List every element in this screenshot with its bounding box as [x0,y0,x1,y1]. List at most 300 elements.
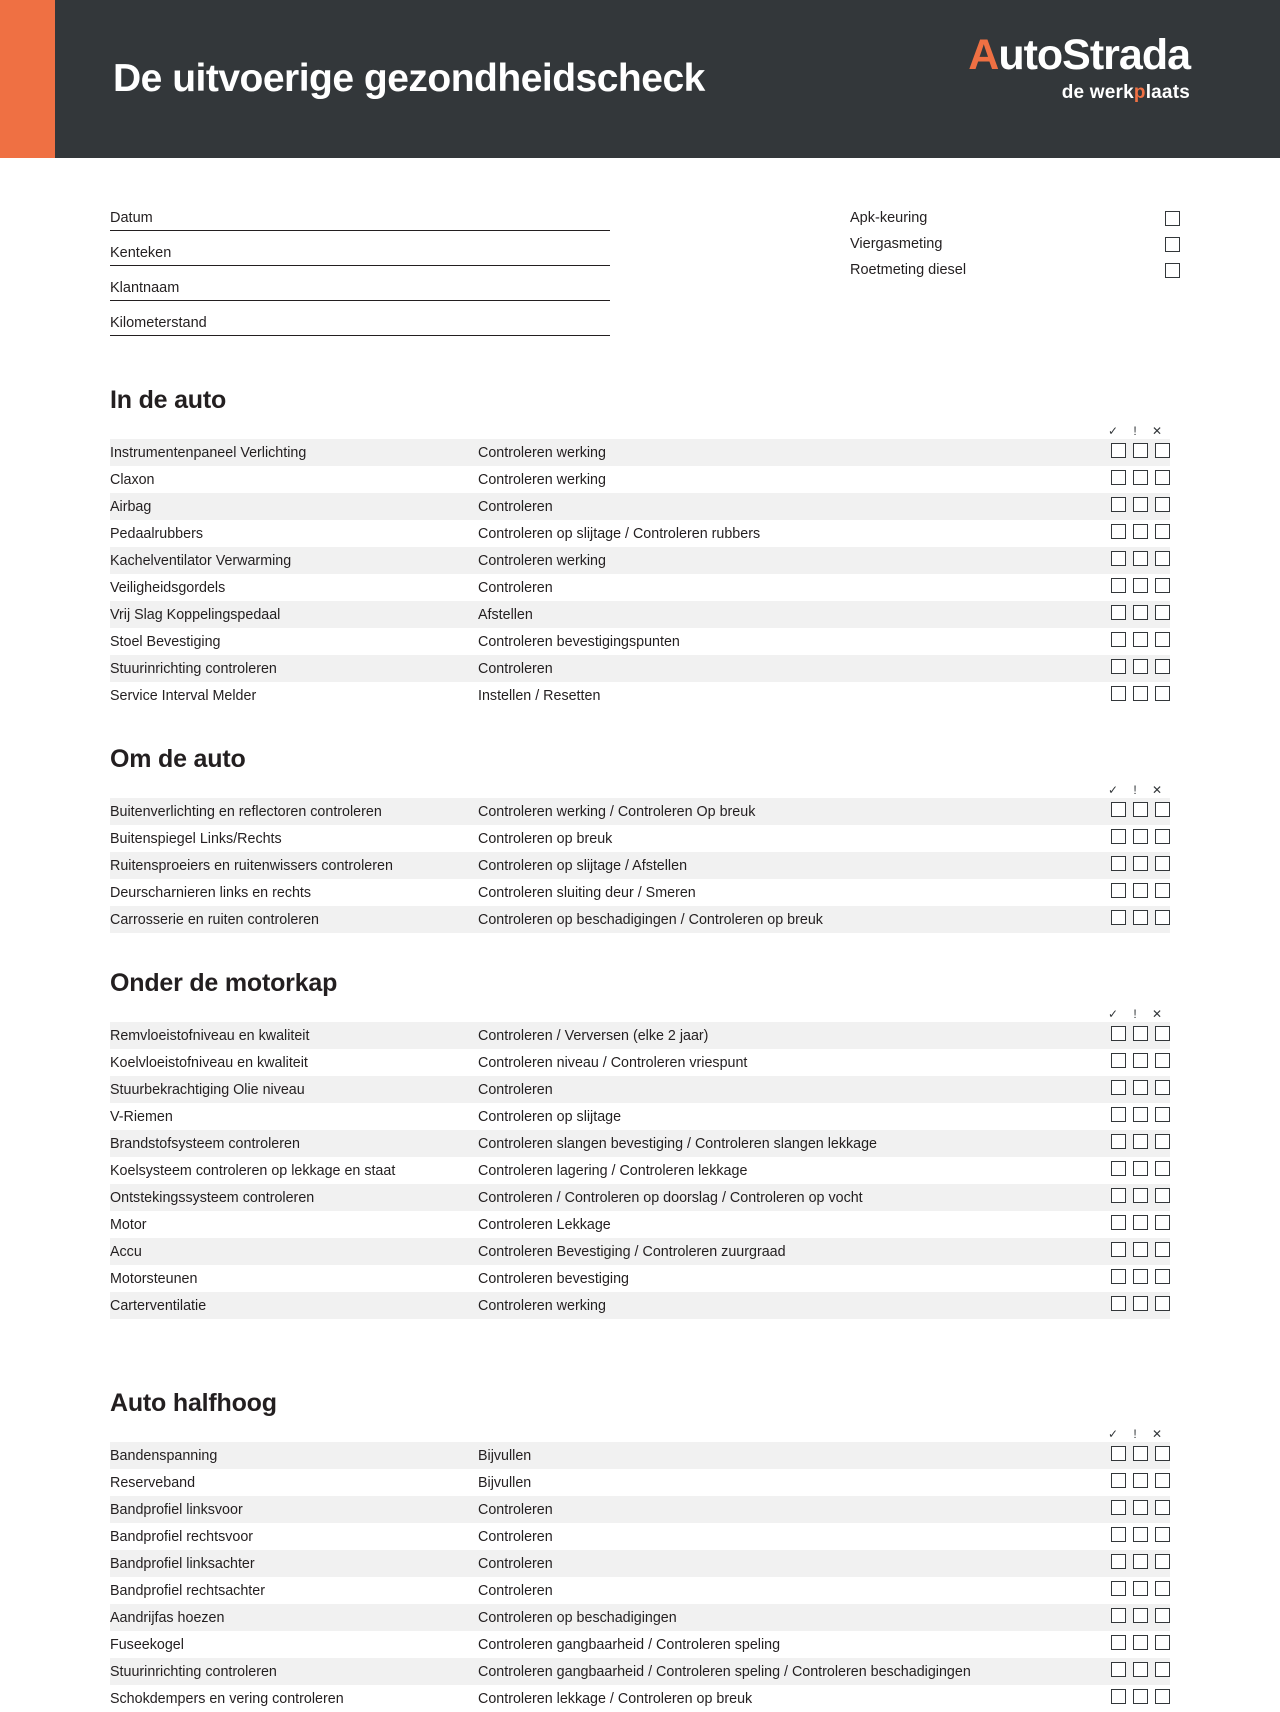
checkbox-attention[interactable] [1133,1689,1148,1704]
table-row [110,879,1170,906]
table-row [110,1022,1170,1049]
checkbox-attention[interactable] [1133,1134,1148,1149]
meta-check-roetmeting-label: Roetmeting diesel [850,262,967,278]
checkbox-ok[interactable] [1111,1662,1126,1677]
checkbox-attention[interactable] [1133,1053,1148,1068]
row-boxes [1086,825,1170,852]
logo-tagline-accent: p [1133,82,1146,103]
checkbox-ok[interactable] [1111,578,1126,593]
table-row [110,1631,1170,1658]
row-item: Stuurinrichting controleren [110,660,277,677]
row-item: Bandprofiel linksvoor [110,1501,243,1518]
checkbox-attention[interactable] [1133,659,1148,674]
row-item: Bandprofiel rechtsvoor [110,1528,254,1545]
table-row [110,628,1170,655]
meta-check-viergasmeting-label: Viergasmeting [850,236,943,252]
row-action: Controleren lekkage / Controleren op breuk [478,1690,753,1707]
field-datum[interactable]: Datum [110,210,610,231]
row-action: Controleren gangbaarheid / Controleren speling / Controleren beschadigingen [478,1663,971,1680]
checkbox-fail[interactable] [1155,1446,1170,1461]
row-action: Controleren bevestiging [478,1270,630,1287]
checkbox-attention[interactable] [1133,1296,1148,1311]
checkbox-attention[interactable] [1133,686,1148,701]
check-icon: ✓ [1107,783,1119,797]
checkbox-ok[interactable] [1111,659,1126,674]
logo-wordmark [968,31,1190,79]
checkbox-attention[interactable] [1133,1242,1148,1257]
meta-check-roetmeting [850,262,1180,278]
checkbox-fail[interactable] [1155,1107,1170,1122]
row-item: Bandprofiel rechtsachter [110,1582,265,1599]
checkbox-attention[interactable] [1133,1269,1148,1284]
attention-icon: ! [1133,783,1137,797]
checkbox-fail[interactable] [1155,1527,1170,1542]
checkbox-ok[interactable] [1111,632,1126,647]
checkbox-ok[interactable] [1111,1215,1126,1230]
meta-check-roetmeting-box[interactable] [1165,263,1180,278]
checkbox-fail[interactable] [1155,802,1170,817]
row-boxes [1086,1442,1170,1469]
row-action: Controleren [478,1501,553,1518]
checkbox-ok[interactable] [1111,686,1126,701]
row-item: Motor [110,1216,147,1233]
attention-icon: ! [1133,424,1137,438]
checkbox-fail[interactable] [1155,1053,1170,1068]
column-legend [110,423,1170,439]
logo-wordmark-rest: utoStrada [998,31,1190,79]
checklist-table [110,798,1170,933]
table-row [110,852,1170,879]
row-item: Bandenspanning [110,1447,218,1464]
checkbox-fail[interactable] [1155,1581,1170,1596]
row-boxes [1086,1496,1170,1523]
checkbox-fail[interactable] [1155,443,1170,458]
checkbox-attention[interactable] [1133,1188,1148,1203]
checkbox-ok[interactable] [1111,1635,1126,1650]
checkbox-ok[interactable] [1111,802,1126,817]
checkbox-fail[interactable] [1155,632,1170,647]
row-item: Bandprofiel linksachter [110,1555,255,1572]
row-boxes [1086,574,1170,601]
table-row [110,574,1170,601]
checkbox-ok[interactable] [1111,1446,1126,1461]
check-icon: ✓ [1107,424,1119,438]
checkbox-attention[interactable] [1133,1215,1148,1230]
row-action: Controleren op slijtage / Controleren rubbers [478,525,761,542]
row-boxes [1086,1076,1170,1103]
row-boxes [1086,1184,1170,1211]
checkbox-attention[interactable] [1133,632,1148,647]
row-boxes [1086,628,1170,655]
table-row [110,1211,1170,1238]
row-item: Carterventilatie [110,1297,207,1314]
checkbox-ok[interactable] [1111,883,1126,898]
header-accent-bar [0,0,55,158]
row-boxes [1086,852,1170,879]
row-boxes [1086,1103,1170,1130]
row-boxes [1086,601,1170,628]
checkbox-attention[interactable] [1133,551,1148,566]
checkbox-attention[interactable] [1133,856,1148,871]
section-title: Onder de motorkap [110,969,338,997]
table-row [110,1238,1170,1265]
checkbox-attention[interactable] [1133,829,1148,844]
row-action: Controleren op beschadigingen [478,1609,677,1626]
checkbox-ok[interactable] [1111,1242,1126,1257]
row-item: Schokdempers en vering controleren [110,1690,344,1707]
check-icon: ✓ [1107,1007,1119,1021]
section-title: In de auto [110,386,227,414]
logo-tagline [968,83,1190,102]
row-item: Airbag [110,498,152,515]
checkbox-fail[interactable] [1155,1269,1170,1284]
page-title: De uitvoerige gezondheidscheck [113,57,705,100]
row-boxes [1086,547,1170,574]
table-row [110,655,1170,682]
checklist-table [110,1442,1170,1712]
checklist-table [110,1022,1170,1319]
checkbox-ok[interactable] [1111,1080,1126,1095]
row-boxes [1086,879,1170,906]
checklist-body [110,1022,1170,1319]
checkbox-fail[interactable] [1155,659,1170,674]
check-icon: ✓ [1107,1427,1119,1441]
row-boxes [1086,1685,1170,1712]
checkbox-ok[interactable] [1111,1581,1126,1596]
row-boxes [1086,1157,1170,1184]
row-action: Controleren [478,1081,553,1098]
row-item: Instrumentenpaneel Verlichting [110,444,307,461]
row-item: Kachelventilator Verwarming [110,552,292,569]
field-kilometerstand[interactable]: Kilometerstand [110,315,610,336]
logo-tagline-part2: laats [1145,82,1190,103]
checkbox-fail[interactable] [1155,1188,1170,1203]
table-row [110,439,1170,466]
row-boxes [1086,1550,1170,1577]
checkbox-fail[interactable] [1155,578,1170,593]
checkbox-fail[interactable] [1155,1500,1170,1515]
checkbox-fail[interactable] [1155,1026,1170,1041]
row-item: Aandrijfas hoezen [110,1609,225,1626]
row-boxes [1086,493,1170,520]
section-auto-halfhoog [0,1389,1280,1712]
row-boxes [1086,655,1170,682]
row-item: Claxon [110,471,155,488]
checkbox-fail[interactable] [1155,1662,1170,1677]
checkbox-ok[interactable] [1111,1107,1126,1122]
table-row [110,1496,1170,1523]
section-spacer [0,1319,1280,1353]
row-item: Remvloeistofniveau en kwaliteit [110,1027,310,1044]
checkbox-attention[interactable] [1133,1662,1148,1677]
checkbox-attention[interactable] [1133,802,1148,817]
checkbox-fail[interactable] [1155,497,1170,512]
checkbox-fail[interactable] [1155,1134,1170,1149]
cross-icon: ✕ [1151,1427,1163,1441]
table-row [110,493,1170,520]
row-boxes [1086,1130,1170,1157]
row-item: Carrosserie en ruiten controleren [110,911,319,928]
row-action: Controleren op slijtage / Afstellen [478,857,688,874]
field-kenteken[interactable]: Kenteken [110,245,610,266]
row-action: Controleren [478,1582,553,1599]
checkbox-ok[interactable] [1111,1134,1126,1149]
table-row [110,601,1170,628]
cross-icon: ✕ [1151,783,1163,797]
checkbox-ok[interactable] [1111,470,1126,485]
row-boxes [1086,520,1170,547]
checkbox-ok[interactable] [1111,1296,1126,1311]
checkbox-ok[interactable] [1111,1053,1126,1068]
row-boxes [1086,439,1170,466]
row-item: Brandstofsysteem controleren [110,1135,300,1152]
checkbox-fail[interactable] [1155,1608,1170,1623]
meta-checks [850,210,1180,350]
checkbox-ok[interactable] [1111,1026,1126,1041]
row-boxes [1086,798,1170,825]
checkbox-attention[interactable] [1133,1500,1148,1515]
checkbox-fail[interactable] [1155,1635,1170,1650]
row-action: Controleren [478,498,553,515]
checkbox-attention[interactable] [1133,1473,1148,1488]
checkbox-attention[interactable] [1133,605,1148,620]
row-action: Controleren gangbaarheid / Controleren speling [478,1636,781,1653]
checkbox-attention[interactable] [1133,1080,1148,1095]
column-legend [110,1426,1170,1442]
row-action: Bijvullen [478,1474,532,1491]
checkbox-fail[interactable] [1155,470,1170,485]
row-boxes [1086,1604,1170,1631]
row-boxes [1086,1238,1170,1265]
row-action: Controleren [478,579,553,596]
form-meta [0,210,1280,350]
attention-icon: ! [1133,1007,1137,1021]
cross-icon: ✕ [1151,424,1163,438]
row-boxes [1086,466,1170,493]
checkbox-ok[interactable] [1111,1500,1126,1515]
row-boxes [1086,682,1170,709]
row-boxes [1086,906,1170,933]
checkbox-attention[interactable] [1133,1608,1148,1623]
table-row [110,1157,1170,1184]
meta-check-viergasmeting [850,236,1180,252]
row-item: Accu [110,1243,142,1260]
logo-tagline-part1: de werk [1061,82,1134,103]
row-item: Service Interval Melder [110,687,257,704]
row-action: Controleren Bevestiging / Controleren zuurgraad [478,1243,786,1260]
row-boxes [1086,1658,1170,1685]
field-klantnaam[interactable]: Klantnaam [110,280,610,301]
column-legend [110,1006,1170,1022]
table-row [110,520,1170,547]
checkbox-attention[interactable] [1133,497,1148,512]
table-row [110,1049,1170,1076]
section-title: Auto halfhoog [110,1389,277,1417]
row-action: Bijvullen [478,1447,532,1464]
table-row [110,1577,1170,1604]
row-item: Stoel Bevestiging [110,633,221,650]
row-boxes [1086,1631,1170,1658]
checkbox-attention[interactable] [1133,1107,1148,1122]
row-item: Buitenspiegel Links/Rechts [110,830,282,847]
meta-check-apk-label: Apk-keuring [850,210,928,226]
checkbox-attention[interactable] [1133,443,1148,458]
checkbox-ok[interactable] [1111,1608,1126,1623]
row-action: Controleren niveau / Controleren vriespunt [478,1054,748,1071]
checklist-body [110,798,1170,933]
table-row [110,466,1170,493]
checkbox-fail[interactable] [1155,1689,1170,1704]
table-row [110,1550,1170,1577]
row-boxes [1086,1523,1170,1550]
row-action: Controleren sluiting deur / Smeren [478,884,696,901]
checkbox-ok[interactable] [1111,443,1126,458]
row-boxes [1086,1292,1170,1319]
checkbox-attention[interactable] [1133,524,1148,539]
row-item: Buitenverlichting en reflectoren controleren [110,803,382,820]
table-row [110,1130,1170,1157]
checkbox-ok[interactable] [1111,1269,1126,1284]
row-action: Controleren lagering / Controleren lekkage [478,1162,748,1179]
section-title: Om de auto [110,745,246,773]
row-action: Controleren slangen bevestiging / Controleren slangen lekkage [478,1135,877,1152]
checkbox-attention[interactable] [1133,883,1148,898]
checkbox-ok[interactable] [1111,524,1126,539]
checklist-table [110,439,1170,709]
row-item: Veiligheidsgordels [110,579,226,596]
table-row [110,798,1170,825]
table-row [110,1685,1170,1712]
row-action: Controleren [478,660,553,677]
checklist-body [110,439,1170,709]
row-action: Controleren / Verversen (elke 2 jaar) [478,1027,709,1044]
checkbox-ok[interactable] [1111,856,1126,871]
checklist-body [110,1442,1170,1712]
row-action: Controleren bevestigingspunten [478,633,680,650]
checkbox-ok[interactable] [1111,1527,1126,1542]
checkbox-fail[interactable] [1155,1296,1170,1311]
table-row [110,1442,1170,1469]
checkbox-attention[interactable] [1133,1554,1148,1569]
checkbox-fail[interactable] [1155,1080,1170,1095]
checkbox-fail[interactable] [1155,1554,1170,1569]
table-row [110,1265,1170,1292]
checkbox-attention[interactable] [1133,1026,1148,1041]
table-row [110,1292,1170,1319]
checkbox-fail[interactable] [1155,1215,1170,1230]
checkbox-attention[interactable] [1133,470,1148,485]
row-action: Afstellen [478,606,533,623]
checkbox-ok[interactable] [1111,1161,1126,1176]
autostrada-logo [968,31,1190,103]
row-action: Controleren op slijtage [478,1108,622,1125]
table-row [110,1076,1170,1103]
meta-check-apk-box[interactable] [1165,211,1180,226]
section-om-de-auto [0,745,1280,933]
checkbox-ok[interactable] [1111,551,1126,566]
checkbox-fail[interactable] [1155,1161,1170,1176]
row-action: Controleren werking [478,444,606,461]
row-item: Koelvloeistofniveau en kwaliteit [110,1054,308,1071]
row-action: Controleren werking / Controleren Op breuk [478,803,756,820]
row-action: Controleren werking [478,552,606,569]
row-boxes [1086,1265,1170,1292]
row-item: Fuseekogel [110,1636,184,1653]
row-action: Controleren / Controleren op doorslag / Controleren op vocht [478,1189,863,1206]
checkbox-fail[interactable] [1155,883,1170,898]
table-row [110,1604,1170,1631]
meta-fields [110,210,610,350]
checkbox-ok[interactable] [1111,1689,1126,1704]
checkbox-ok[interactable] [1111,605,1126,620]
checkbox-ok[interactable] [1111,910,1126,925]
checkbox-attention[interactable] [1133,1446,1148,1461]
checkbox-attention[interactable] [1133,1527,1148,1542]
page-header [0,0,1280,158]
row-item: Pedaalrubbers [110,525,203,542]
meta-check-viergasmeting-box[interactable] [1165,237,1180,252]
table-row [110,547,1170,574]
row-item: Reserveband [110,1474,196,1491]
logo-initial: A [968,31,999,79]
checkbox-fail[interactable] [1155,1473,1170,1488]
row-action: Controleren [478,1528,553,1545]
table-row [110,1658,1170,1685]
row-boxes [1086,1577,1170,1604]
checkbox-ok[interactable] [1111,1473,1126,1488]
row-action: Controleren werking [478,471,606,488]
table-row [110,906,1170,933]
section-in-de-auto [0,386,1280,709]
table-row [110,1184,1170,1211]
row-item: Ontstekingssysteem controleren [110,1189,315,1206]
row-item: Motorsteunen [110,1270,198,1287]
meta-check-apk [850,210,1180,226]
row-item: Deurscharnieren links en rechts [110,884,312,901]
checkbox-attention[interactable] [1133,1581,1148,1596]
checkbox-fail[interactable] [1155,1242,1170,1257]
row-boxes [1086,1022,1170,1049]
checkbox-fail[interactable] [1155,829,1170,844]
checkbox-fail[interactable] [1155,910,1170,925]
checkbox-fail[interactable] [1155,686,1170,701]
row-action: Controleren op breuk [478,830,613,847]
row-item: Vrij Slag Koppelingspedaal [110,606,281,623]
table-row [110,1469,1170,1496]
row-action: Controleren Lekkage [478,1216,611,1233]
checkbox-ok[interactable] [1111,829,1126,844]
row-action: Controleren op beschadigingen / Controleren op breuk [478,911,823,928]
row-item: Ruitensproeiers en ruitenwissers controleren [110,857,393,874]
cross-icon: ✕ [1151,1007,1163,1021]
row-item: Stuurbekrachtiging Olie niveau [110,1081,305,1098]
checkbox-fail[interactable] [1155,856,1170,871]
checkbox-attention[interactable] [1133,578,1148,593]
checkbox-attention[interactable] [1133,910,1148,925]
attention-icon: ! [1133,1427,1137,1441]
checkbox-ok[interactable] [1111,1554,1126,1569]
checkbox-attention[interactable] [1133,1161,1148,1176]
checkbox-fail[interactable] [1155,605,1170,620]
row-action: Controleren werking [478,1297,606,1314]
checkbox-attention[interactable] [1133,1635,1148,1650]
checkbox-fail[interactable] [1155,551,1170,566]
checkbox-fail[interactable] [1155,524,1170,539]
table-row [110,1523,1170,1550]
row-boxes [1086,1049,1170,1076]
checkbox-ok[interactable] [1111,497,1126,512]
checkbox-ok[interactable] [1111,1188,1126,1203]
